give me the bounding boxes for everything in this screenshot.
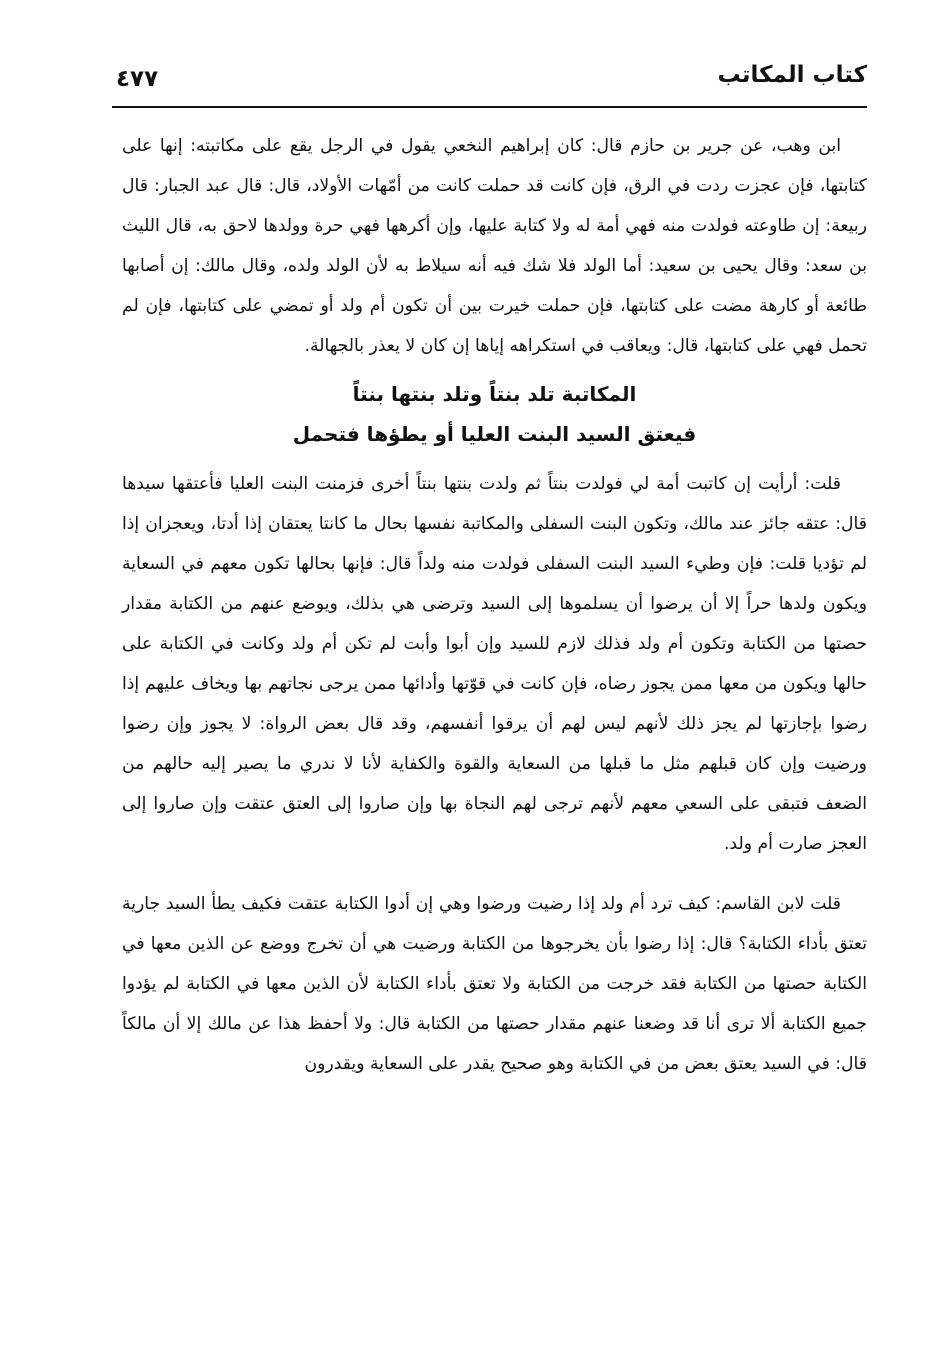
paragraph: ابن وهب، عن جرير بن حازم قال: كان إبراهيم النخعي يقول في الرجل يقع على مكاتبته: إنها على كتابتها، فإن عجزت ردت في الرق، فإن كانت قد حملت كانت من أمّهات الأولاد، قال: قال عبد الجبار: قال ربيعة: إن طاوعته فولدت منه فهي أمة له ولا كتابة عليها، وإن أكرهها فهي حرة وولدها لاحق به، قال الليث بن سعد: وقال يحيى بن سعيد: أما الولد فلا شك فيه أنه سيلاط به لأن الولد ولده، وقال مالك: إن أصابها طائعة أو كارهة مضت على كتابتها، فإن حملت خيرت بين أن تكون أم ولد أو تمضي على كتابتها، فإن لم تحمل فهي على كتابتها، قال: ويعاقب في استكراهه إياها إن كان لا يعذر بالجهالة. [122,136,867,356]
paragraph: قلت: أرأيت إن كاتبت أمة لي فولدت بنتاً ثم ولدت بنتها بنتاً أخرى فزمنت البنت العليا فأعتقها سيدها قال: عتقه جائز عند مالك، وتكون البنت السفلى والمكاتبة نفسها بحال ما كانتا يعتقان إذا أدتا، ويعجزان إذا لم تؤديا قلت: فإن وطيء السيد البنت السفلى فولدت منه ولداً قال: فإنها بحالها تكون معهم في السعاية ويكون ولدها حراً إلا أن يرضوا أن يسلموها إلى السيد وترضى هي بذلك، ويوضع عنهم من الكتابة مقدار حصتها من الكتابة وتكون أم ولد فذلك لازم للسيد وإن أبوا وأبت لم تكن أم ولد وكانت في الكتابة على حالها ويكون من معها ممن يجوز رضاه، فإن كانت في قوّتها وأدائها ممن يرجى نجاتهم بها ويخاف عليهم إذا رضوا بإجازتها لم يجز ذلك لأنهم ليس لهم أن يرقوا أنفسهم، وقد قال بعض الرواة: لا يجوز وإن رضوا ورضيت وإن كان قبلهم مثل ما قبلها من السعاية والقوة والكفاية لأنا لا ندري ما يصير إليه حالهم من الضعف فتبقى على السعي معهم لأنهم ترجى لهم النجاة بها وإن صاروا إلى العتق عتقت وإن صاروا إلى العجز صارت أم ولد. [122,474,867,854]
main-text [122,126,867,1084]
chapter-title: كتاب المكاتب [717,62,867,88]
running-header [112,58,867,108]
section-heading-line-2: فيعتق السيد البنت العليا أو يطؤها فتحمل [292,422,697,446]
page-number: ٤٧٧ [116,66,159,92]
section-heading: المكاتبة تلد بنتاً وتلد بنتها بنتاً [352,382,637,406]
paragraph: قلت لابن القاسم: كيف ترد أم ولد إذا رضيت ورضوا وهي إن أدوا الكتابة عتقت فكيف يطأ السيد جارية تعتق بأداء الكتابة؟ قال: إذا رضوا بأن يخرجوها من الكتابة ورضيت هي أن تخرج ووضع عن الذين معها في الكتابة حصتها من الكتابة فقد خرجت من الكتابة ولا تعتق بأداء الكتابة لأن الذين معها في الكتابة لم يؤدوا جميع الكتابة ألا ترى أنا قد وضعنا عنهم مقدار حصتها من الكتابة قال: ولا أحفظ هذا عن مالك إلا أن مالكاً قال: في السيد يعتق بعض من في الكتابة وهو صحيح يقدر على السعاية ويقدرون [122,894,867,1074]
